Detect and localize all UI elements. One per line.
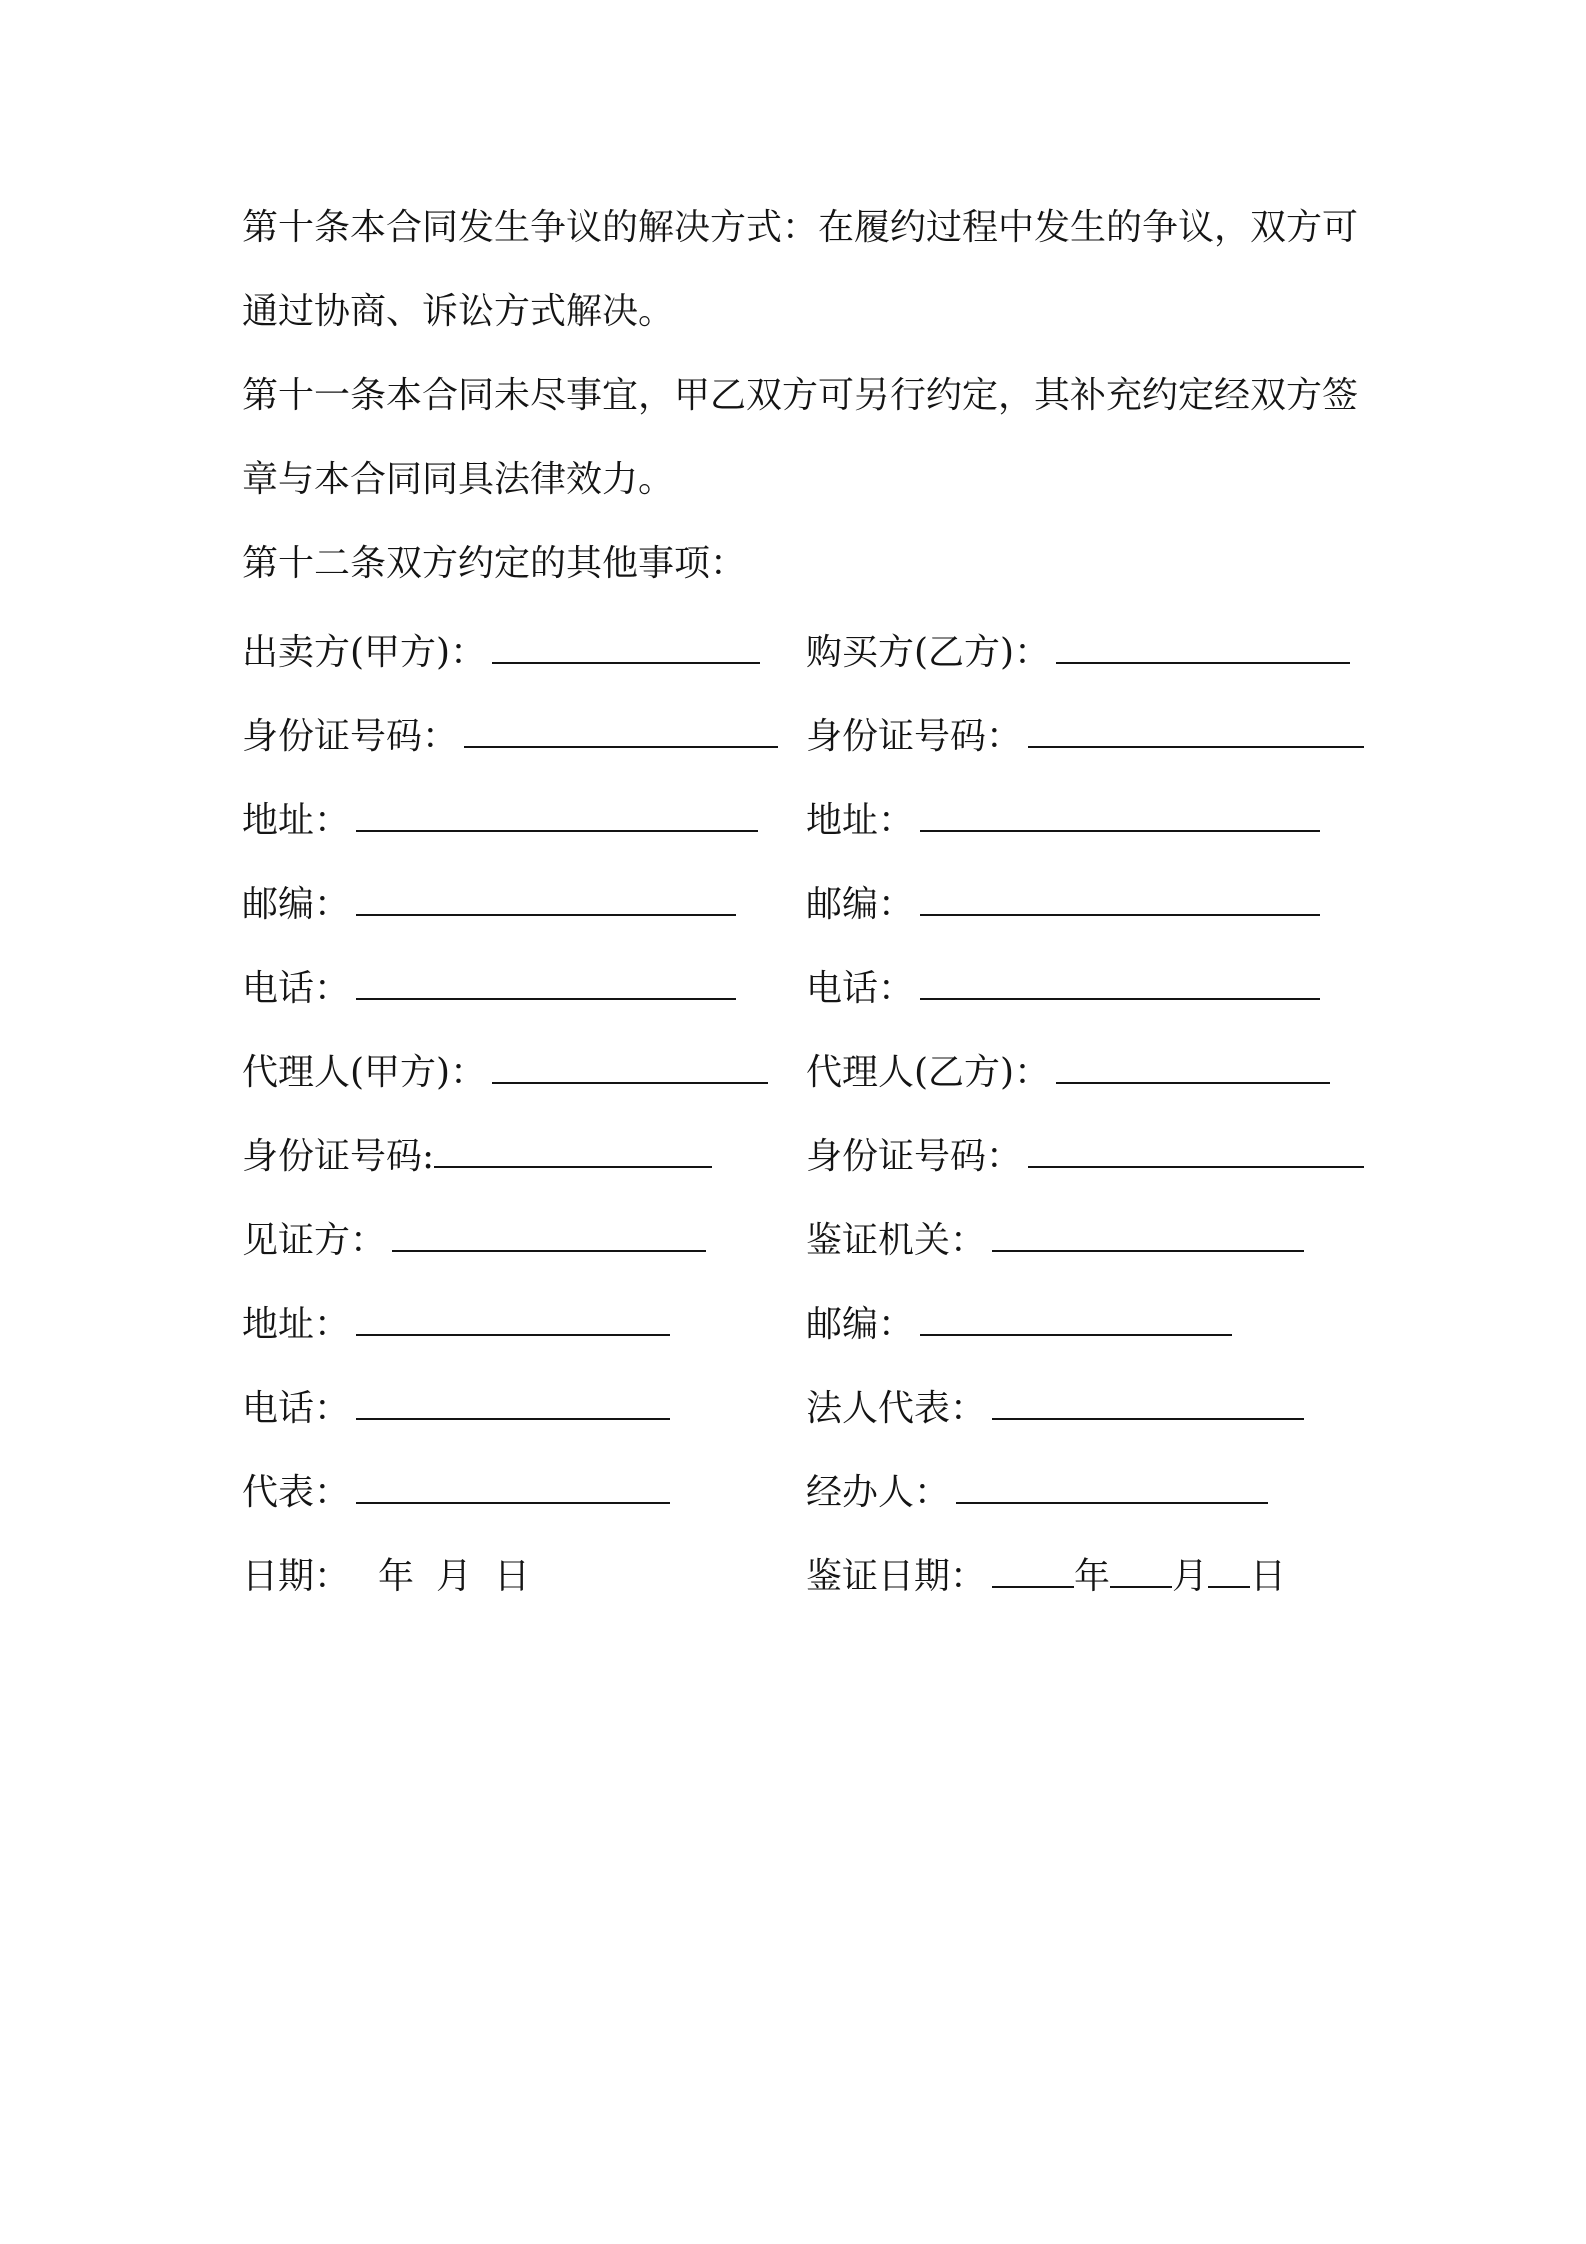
seller-address-label: 地址： <box>242 800 351 841</box>
legal-representative-label: 法人代表： <box>806 1388 987 1429</box>
buyer-id-number-field <box>806 712 1364 762</box>
signing-date-field <box>242 1552 530 1602</box>
witness-blank[interactable] <box>392 1220 706 1252</box>
authority-postcode-field <box>806 1300 1232 1350</box>
witness-address-blank[interactable] <box>356 1304 670 1336</box>
buyer-id-number-blank[interactable] <box>1028 716 1364 748</box>
buyer-postcode-blank[interactable] <box>920 884 1320 916</box>
witness-address-field <box>242 1300 670 1350</box>
signing-date-label: 日期： <box>242 1556 351 1597</box>
authentication-date-day-blank[interactable] <box>1208 1556 1250 1588</box>
agent-a-label: 代理人(甲方)： <box>242 1052 487 1093</box>
authentication-date-year: 年 <box>1074 1556 1111 1597</box>
seller-id-number-field <box>242 712 778 762</box>
agent-b-label: 代理人(乙方)： <box>806 1052 1051 1093</box>
agent-a-id-number-label: 身份证号码: <box>242 1136 435 1177</box>
authentication-date-label: 鉴证日期： <box>806 1556 987 1597</box>
agent-b-id-number-field <box>806 1132 1364 1182</box>
buyer-party-field <box>806 628 1350 678</box>
buyer-phone-field <box>806 964 1320 1014</box>
buyer-address-blank[interactable] <box>920 800 1320 832</box>
agent-a-field <box>242 1048 768 1098</box>
witness-address-label: 地址： <box>242 1304 351 1345</box>
seller-id-number-label: 身份证号码： <box>242 716 459 757</box>
handler-label: 经办人： <box>806 1472 951 1513</box>
authority-postcode-blank[interactable] <box>920 1304 1232 1336</box>
witness-phone-label: 电话： <box>242 1388 351 1429</box>
seller-postcode-label: 邮编： <box>242 884 351 925</box>
buyer-address-field <box>806 796 1320 846</box>
seller-address-blank[interactable] <box>356 800 758 832</box>
agent-b-blank[interactable] <box>1056 1052 1330 1084</box>
seller-phone-blank[interactable] <box>356 968 736 1000</box>
seller-party-field <box>242 628 760 678</box>
clause-12-other-matters: 第十二条双方约定的其他事项： <box>242 543 747 584</box>
signing-date-day: 日 <box>494 1556 531 1597</box>
witness-representative-blank[interactable] <box>356 1472 670 1504</box>
agent-a-id-number-field <box>242 1132 712 1182</box>
seller-postcode-field <box>242 880 736 930</box>
buyer-id-number-label: 身份证号码： <box>806 716 1023 757</box>
buyer-phone-label: 电话： <box>806 968 915 1009</box>
legal-representative-field <box>806 1384 1304 1434</box>
authentication-date-year-blank[interactable] <box>992 1556 1074 1588</box>
seller-party-blank[interactable] <box>492 632 760 664</box>
buyer-address-label: 地址： <box>806 800 915 841</box>
legal-representative-blank[interactable] <box>992 1388 1304 1420</box>
witness-phone-field <box>242 1384 670 1434</box>
buyer-phone-blank[interactable] <box>920 968 1320 1000</box>
witness-representative-field <box>242 1468 670 1518</box>
buyer-postcode-field <box>806 880 1320 930</box>
authentication-authority-label: 鉴证机关： <box>806 1220 987 1261</box>
seller-party-label: 出卖方(甲方)： <box>242 632 487 673</box>
buyer-postcode-label: 邮编： <box>806 884 915 925</box>
buyer-party-blank[interactable] <box>1056 632 1350 664</box>
buyer-party-label: 购买方(乙方)： <box>806 632 1051 673</box>
authentication-authority-field <box>806 1216 1304 1266</box>
agent-b-id-number-blank[interactable] <box>1028 1136 1364 1168</box>
clause-11-supplementary-terms: 第十一条本合同未尽事宜，甲乙双方可另行约定，其补充约定经双方签章与本合同同具法律效力。 <box>242 375 1359 500</box>
witness-phone-blank[interactable] <box>356 1388 670 1420</box>
handler-field <box>806 1468 1268 1518</box>
agent-b-field <box>806 1048 1330 1098</box>
witness-field <box>242 1216 706 1266</box>
authentication-date-day: 日 <box>1250 1556 1287 1597</box>
seller-id-number-blank[interactable] <box>464 716 778 748</box>
agent-a-blank[interactable] <box>492 1052 768 1084</box>
witness-representative-label: 代表： <box>242 1472 351 1513</box>
seller-address-field <box>242 796 758 846</box>
seller-postcode-blank[interactable] <box>356 884 736 916</box>
witness-label: 见证方： <box>242 1220 387 1261</box>
authentication-date-month-blank[interactable] <box>1110 1556 1172 1588</box>
seller-phone-label: 电话： <box>242 968 351 1009</box>
clause-10-dispute-resolution: 第十条本合同发生争议的解决方式：在履约过程中发生的争议，双方可通过协商、诉讼方式解决。 <box>242 207 1359 332</box>
agent-a-id-number-blank[interactable] <box>434 1136 712 1168</box>
authentication-date-month: 月 <box>1172 1556 1209 1597</box>
authentication-date-field <box>806 1552 1286 1602</box>
signing-date-year: 年 <box>378 1556 415 1597</box>
signing-date-month: 月 <box>436 1556 473 1597</box>
authentication-authority-blank[interactable] <box>992 1220 1304 1252</box>
agent-b-id-number-label: 身份证号码： <box>806 1136 1023 1177</box>
seller-phone-field <box>242 964 736 1014</box>
handler-blank[interactable] <box>956 1472 1268 1504</box>
authority-postcode-label: 邮编： <box>806 1304 915 1345</box>
